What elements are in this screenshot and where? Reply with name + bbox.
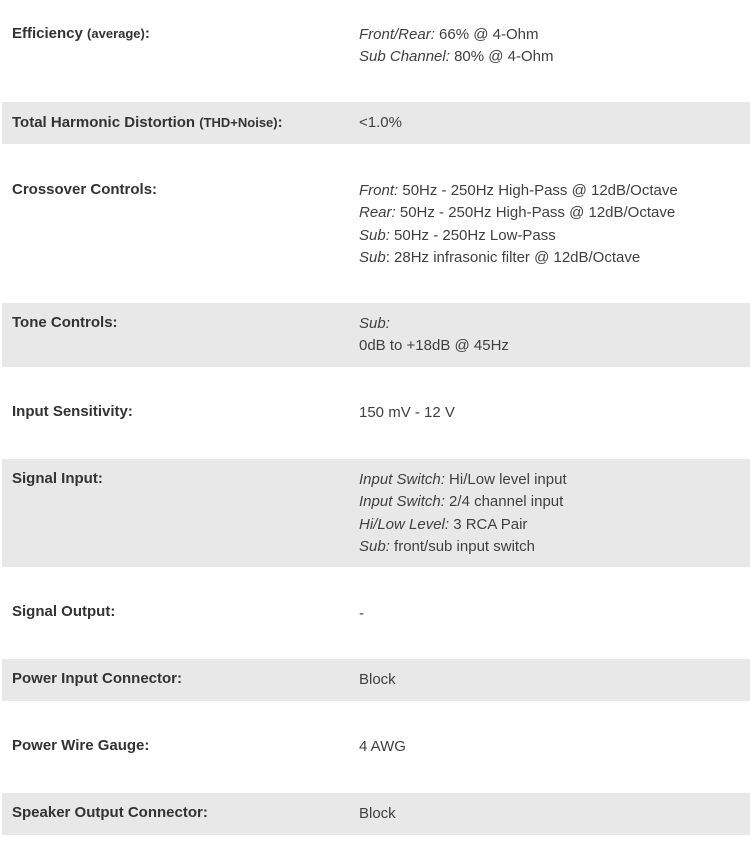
spec-label: Tone Controls:	[12, 314, 118, 331]
spec-row-crossover	[2, 144, 750, 303]
spec-value: 150 mV - 12 V	[359, 404, 455, 421]
spec-row-input-sensitivity	[2, 367, 750, 459]
spec-row-signal-output	[2, 567, 750, 659]
spec-row-efficiency	[2, 0, 750, 100]
spec-value: Sub: 0dB to +18dB @ 45Hz	[359, 315, 509, 355]
spec-value: 4 AWG	[359, 738, 406, 755]
spec-value: Front: 50Hz - 250Hz High-Pass @ 12dB/Octave Rear: 50Hz - 250Hz High-Pass @ 12dB/Octave Sub: 50Hz - 250Hz Low-Pass Sub: 28Hz infrasonic filter @ 12dB/Octave	[359, 182, 678, 266]
spec-label: Crossover Controls:	[12, 181, 158, 198]
spec-label: Power Wire Gauge:	[12, 737, 150, 754]
spec-label: Total Harmonic Distortion (THD+Noise):	[12, 114, 283, 131]
spec-row-signal-input	[2, 459, 750, 567]
spec-value: Front/Rear: 66% @ 4-Ohm Sub Channel: 80% @ 4-Ohm	[359, 26, 554, 66]
spec-value: Block	[359, 805, 396, 822]
spec-label: Signal Output:	[12, 603, 116, 620]
spec-row-tone	[2, 303, 750, 367]
spec-row-power-wire-gauge	[2, 701, 750, 793]
spec-row-thd	[2, 102, 750, 144]
spec-row-speaker-output-connector	[2, 793, 750, 835]
spec-label: Power Input Connector:	[12, 670, 182, 687]
spec-value: -	[359, 605, 364, 622]
spec-label: Efficiency (average):	[12, 25, 150, 42]
spec-label: Signal Input:	[12, 470, 103, 487]
spec-label: Input Sensitivity:	[12, 403, 133, 420]
spec-value: Block	[359, 671, 396, 688]
spec-row-power-input-connector	[2, 659, 750, 701]
spec-label: Speaker Output Connector:	[12, 804, 208, 821]
spec-value: <1.0%	[359, 114, 402, 131]
spec-value: Input Switch: Hi/Low level input Input Switch: 2/4 channel input Hi/Low Level: 3 RCA Pair Sub: front/sub input switch	[359, 471, 567, 555]
